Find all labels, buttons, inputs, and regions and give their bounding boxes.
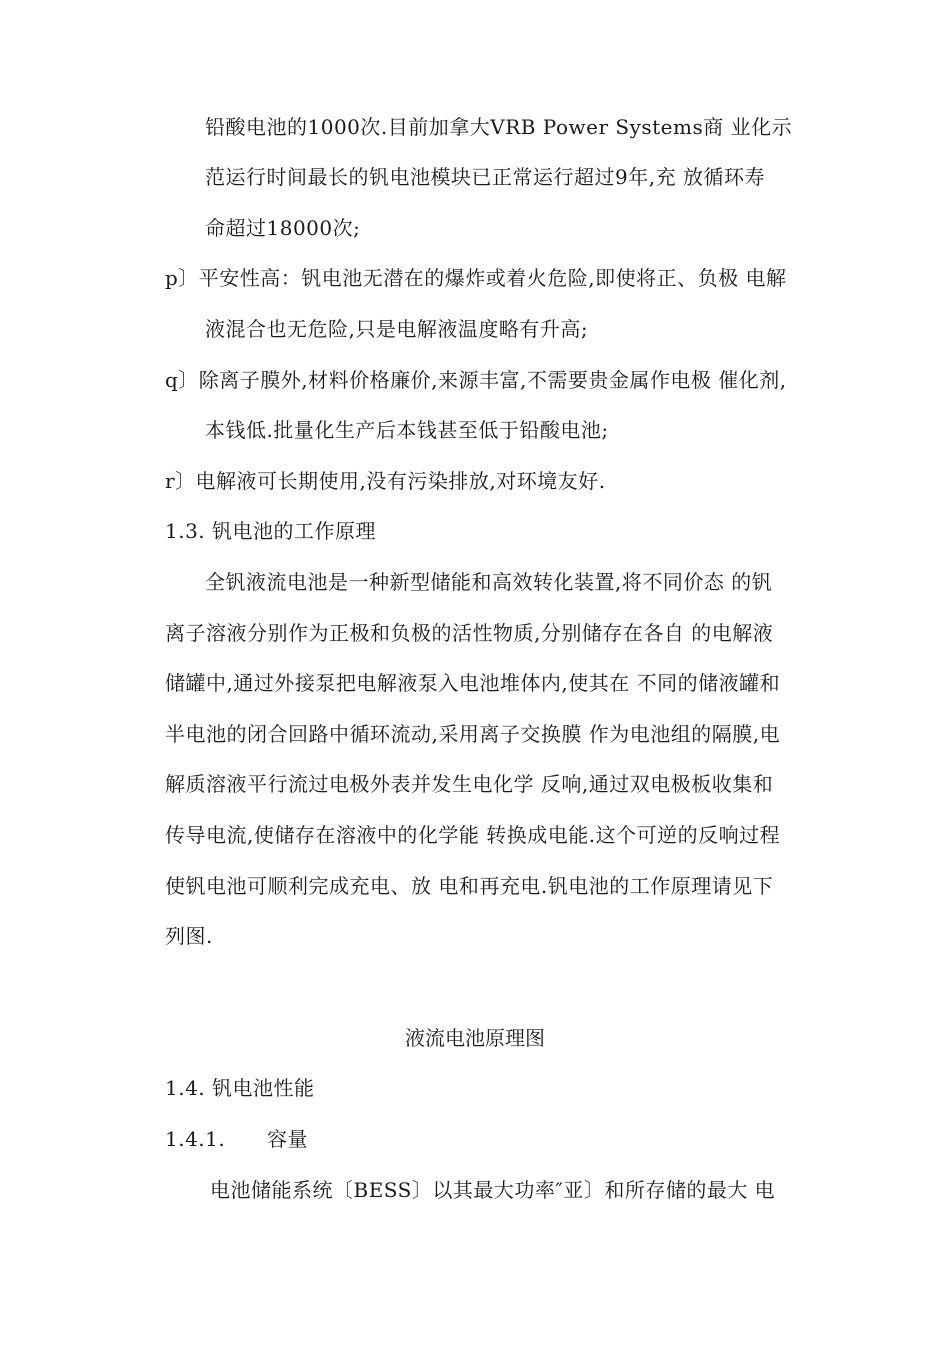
figure-caption: 液流电池原理图 — [405, 1026, 545, 1050]
section-title-1-4-1: 容量 — [267, 1127, 308, 1151]
section-heading-1-3: 1.3. 钒电池的工作原理 — [165, 519, 377, 543]
paragraph-line: 电池储能系统〔BESS〕以其最大功率″亚〕和所存储的最大 电 — [210, 1178, 776, 1202]
section-number-1-4-1: 1.4.1. — [165, 1127, 226, 1151]
paragraph-line: 解质溶液平行流过电极外表并发生电化学 反响,通过双电极板收集和 — [165, 772, 774, 796]
paragraph-line: 使钒电池可顺利完成充电、放 电和再充电.钒电池的工作原理请见下 — [165, 874, 774, 898]
paragraph-line: 储罐中,通过外接泵把电解液泵入电池堆体内,使其在 不同的储液罐和 — [165, 671, 781, 695]
list-item-p-continuation: 液混合也无危险,只是电解液温度略有升高; — [205, 317, 589, 341]
paragraph-line: 传导电流,使储存在溶液中的化学能 转换成电能.这个可逆的反响过程 — [165, 823, 781, 847]
section-heading-1-4: 1.4. 钒电池性能 — [165, 1076, 315, 1100]
paragraph-line: 铅酸电池的1000次.目前加拿大VRB Power Systems商 业化示 — [205, 115, 793, 139]
list-item-r: r〕电解液可长期使用,没有污染排放,对环境友好. — [165, 469, 606, 493]
paragraph-line: 命超过18000次; — [205, 216, 361, 240]
paragraph-line: 全钒液流电池是一种新型储能和高效转化装置,将不同价态 的钒 — [205, 570, 773, 594]
paragraph-line: 列图. — [165, 924, 213, 948]
paragraph-line: 半电池的闭合回路中循环流动,采用离子交换膜 作为电池组的隔膜,电 — [165, 722, 781, 746]
list-item-q: q〕除离子膜外,材料价格廉价,来源丰富,不需要贵金属作电极 催化剂, — [165, 368, 787, 392]
paragraph-line: 范运行时间最长的钒电池模块已正常运行超过9年,充 放循环寿 — [205, 165, 765, 189]
list-item-q-continuation: 本钱低.批量化生产后本钱甚至低于铅酸电池; — [205, 418, 609, 442]
list-item-p: p〕平安性高：钒电池无潜在的爆炸或着火危险,即使将正、负极 电解 — [165, 266, 787, 290]
paragraph-line: 离子溶液分别作为正极和负极的活性物质,分别储存在各自 的电解液 — [165, 621, 774, 645]
